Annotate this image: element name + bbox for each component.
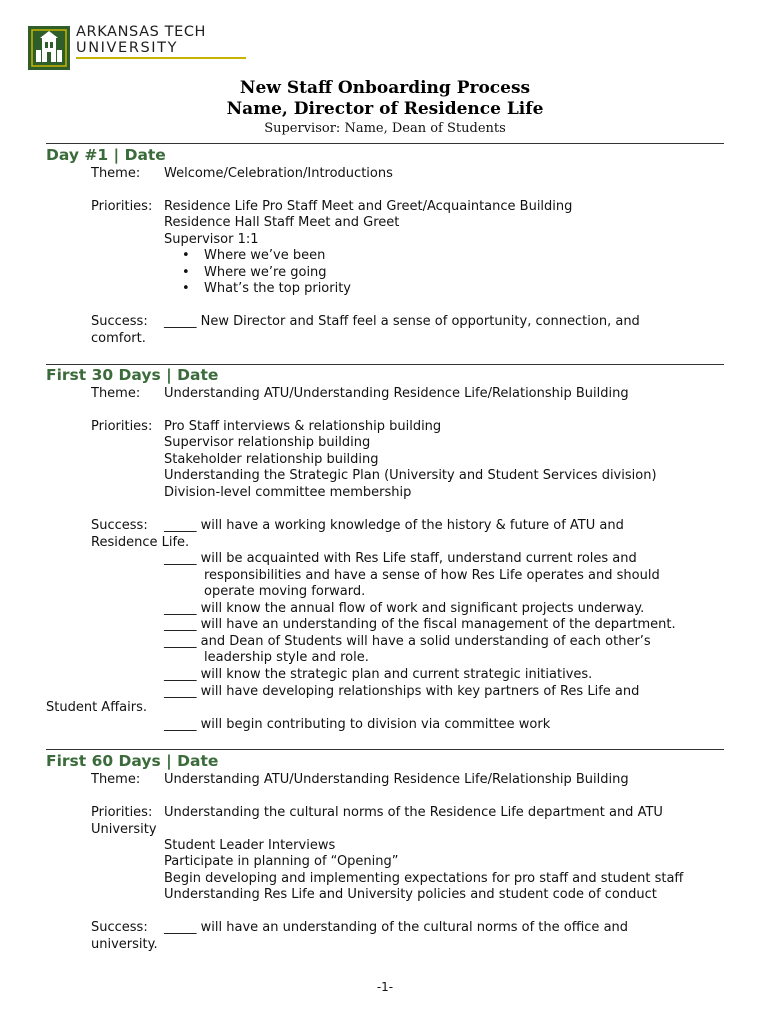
- theme-value: Understanding ATU/Understanding Residence Life/Relationship Building: [164, 386, 629, 401]
- success-line: comfort.: [91, 331, 146, 346]
- success-line: _____ New Director and Staff feel a sense of opportunity, connection, and: [164, 314, 640, 329]
- page-number: -1-: [376, 980, 394, 994]
- success-line: _____ will have developing relationships with key partners of Res Life and: [164, 684, 640, 699]
- priority-item: Pro Staff interviews & relationship building: [164, 419, 442, 434]
- success-line: university.: [91, 937, 158, 952]
- success-line: _____ will know the strategic plan and current strategic initiatives.: [164, 667, 593, 682]
- success-line: _____ will know the annual flow of work and significant projects underway.: [164, 601, 645, 616]
- section-heading-60-days: First 60 Days | Date: [46, 752, 219, 770]
- logo-line-2: UNIVERSITY: [76, 40, 179, 56]
- priority-item: Residence Life Pro Staff Meet and Greet/Acquaintance Building: [164, 199, 573, 214]
- priority-item: Understanding the Strategic Plan (University and Student Services division): [164, 468, 657, 483]
- priority-item: Student Leader Interviews: [164, 838, 336, 853]
- priority-item: Begin developing and implementing expectations for pro staff and student staff: [164, 871, 684, 886]
- priority-item: Understanding Res Life and University policies and student code of conduct: [164, 887, 657, 902]
- success-line: _____ and Dean of Students will have a solid understanding of each other’s: [164, 634, 651, 649]
- bullet-item: • What’s the top priority: [204, 281, 351, 296]
- success-line: operate moving forward.: [204, 584, 366, 599]
- success-line: leadership style and role.: [204, 650, 369, 665]
- success-label: Success:: [91, 920, 148, 935]
- theme-value: Welcome/Celebration/Introductions: [164, 166, 393, 181]
- success-label: Success:: [91, 518, 148, 533]
- priorities-label: Priorities:: [91, 199, 153, 214]
- priority-item: Understanding the cultural norms of the Residence Life department and ATU: [164, 805, 663, 820]
- section-heading-day1: Day #1 | Date: [46, 146, 166, 164]
- divider: [46, 749, 724, 750]
- page-title: New Staff Onboarding Process: [239, 78, 531, 98]
- priorities-label: Priorities:: [91, 805, 153, 820]
- success-line: _____ will have a working knowledge of the history & future of ATU and: [164, 518, 624, 533]
- theme-value: Understanding ATU/Understanding Residence Life/Relationship Building: [164, 772, 629, 787]
- priority-item: Stakeholder relationship building: [164, 452, 379, 467]
- university-logo: [28, 26, 70, 70]
- logo-rule: [76, 57, 246, 59]
- theme-label: Theme:: [91, 386, 141, 401]
- success-line: _____ will begin contributing to division via committee work: [164, 717, 551, 732]
- success-line: Student Affairs.: [46, 700, 147, 715]
- page-subtitle: Name, Director of Residence Life: [226, 99, 544, 119]
- theme-label: Theme:: [91, 166, 141, 181]
- success-line: _____ will have an understanding of the fiscal management of the department.: [164, 617, 676, 632]
- priority-item: Division-level committee membership: [164, 485, 412, 500]
- priority-item: Participate in planning of “Opening”: [164, 854, 399, 869]
- bullet-item: • Where we’ve been: [204, 248, 325, 263]
- priority-item: Supervisor 1:1: [164, 232, 259, 247]
- priority-item: University: [91, 822, 157, 837]
- success-line: _____ will be acquainted with Res Life staff, understand current roles and: [164, 551, 637, 566]
- success-line: _____ will have an understanding of the cultural norms of the office and: [164, 920, 629, 935]
- success-label: Success:: [91, 314, 148, 329]
- supervisor-line: Supervisor: Name, Dean of Students: [264, 121, 506, 136]
- logo-line-1: ARKANSAS TECH: [76, 24, 207, 40]
- priorities-label: Priorities:: [91, 419, 153, 434]
- section-heading-30-days: First 30 Days | Date: [46, 366, 219, 384]
- theme-label: Theme:: [91, 772, 141, 787]
- success-line: Residence Life.: [91, 535, 190, 550]
- divider: [46, 364, 724, 365]
- divider: [46, 143, 724, 144]
- priority-item: Residence Hall Staff Meet and Greet: [164, 215, 400, 230]
- priority-item: Supervisor relationship building: [164, 435, 371, 450]
- success-line: responsibilities and have a sense of how Res Life operates and should: [204, 568, 660, 583]
- bullet-item: • Where we’re going: [204, 265, 327, 280]
